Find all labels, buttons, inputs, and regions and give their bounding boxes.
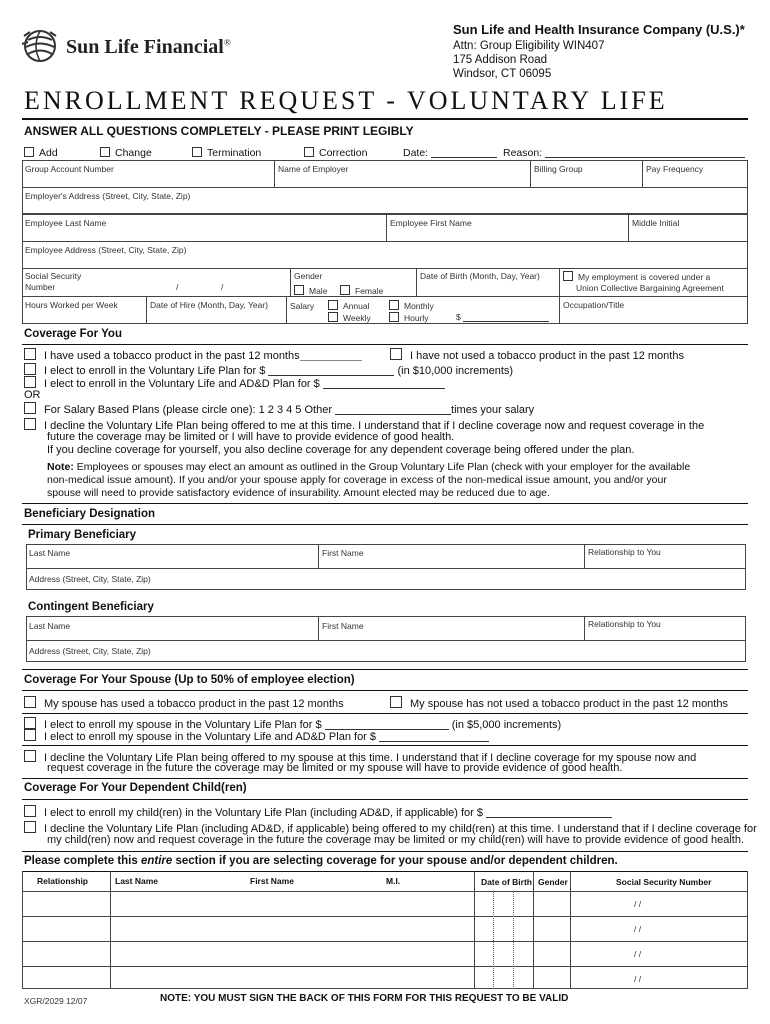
annual-checkbox[interactable] xyxy=(328,300,338,310)
contingent-relationship-field[interactable]: Relationship to You xyxy=(588,619,661,629)
company-name: Sun Life and Health Insurance Company (U.S.)* xyxy=(453,22,745,37)
pay-frequency-field[interactable]: Pay Frequency xyxy=(646,164,704,174)
union-checkbox[interactable] xyxy=(563,271,573,281)
hourly-option[interactable]: Hourly xyxy=(389,312,429,323)
middle-initial-field[interactable]: Middle Initial xyxy=(632,218,680,228)
ssn-slash-1: / xyxy=(176,282,179,292)
weekly-checkbox[interactable] xyxy=(328,312,338,322)
occupation-field[interactable]: Occupation/Title xyxy=(563,300,625,310)
tobacco-no-checkbox[interactable] xyxy=(390,348,402,360)
col-relationship: Relationship xyxy=(37,876,89,886)
enroll-life-checkbox[interactable] xyxy=(24,363,36,375)
add-amount-field[interactable] xyxy=(323,378,445,389)
salary-based-option[interactable]: For Salary Based Plans (please circle one): 1 2 3 4 5 Other times your salary xyxy=(24,402,534,416)
spouse-tobacco-yes-option[interactable]: My spouse has used a tobacco product in the past 12 months xyxy=(24,696,344,710)
child-decline-checkbox[interactable] xyxy=(24,821,36,833)
salary-label: Salary xyxy=(290,301,315,311)
instructions: ANSWER ALL QUESTIONS COMPLETELY - PLEASE PRINT LEGIBLY xyxy=(24,124,414,138)
title-rule xyxy=(22,118,748,120)
life-amount-field[interactable] xyxy=(268,365,394,376)
employer-name-field[interactable]: Name of Employer xyxy=(278,164,349,174)
add-checkbox[interactable] xyxy=(24,147,34,157)
decline-checkbox[interactable] xyxy=(24,418,36,430)
child-enroll-checkbox[interactable] xyxy=(24,805,36,817)
male-option[interactable]: Male xyxy=(294,285,327,296)
primary-address-field[interactable]: Address (Street, City, State, Zip) xyxy=(29,574,151,584)
row-4-ssn-slashes: / / xyxy=(634,974,642,984)
coverage-you-heading: Coverage For You xyxy=(24,328,122,340)
billing-group-field[interactable]: Billing Group xyxy=(534,164,583,174)
enroll-add-option[interactable]: I elect to enroll in the Voluntary Life and AD&D Plan for $ xyxy=(24,376,445,390)
monthly-option[interactable]: Monthly xyxy=(389,300,434,311)
col-last-name: Last Name xyxy=(115,876,158,886)
form-id: XGR/2029 12/07 xyxy=(24,996,88,1006)
spouse-decline-line-2: request coverage in the future the coverage may be limited or my spouse will have to provide evidence of good health. xyxy=(47,762,623,774)
primary-relationship-field[interactable]: Relationship to You xyxy=(588,547,661,557)
date-label: Date: xyxy=(403,147,497,159)
tobacco-no-option[interactable]: I have not used a tobacco product in the past 12 months xyxy=(390,348,684,362)
beneficiary-heading: Beneficiary Designation xyxy=(24,508,156,520)
spouse-tobacco-yes-checkbox[interactable] xyxy=(24,696,36,708)
contingent-last-name-field[interactable]: Last Name xyxy=(29,621,71,631)
form-title: ENROLLMENT REQUEST - VOLUNTARY LIFE xyxy=(24,86,668,115)
employee-box xyxy=(22,214,748,324)
termination-option[interactable]: Termination xyxy=(192,147,261,159)
row-3-ssn-slashes: / / xyxy=(634,949,642,959)
correction-option[interactable]: Correction xyxy=(304,147,367,159)
gender-label: Gender xyxy=(294,271,323,281)
primary-first-name-field[interactable]: First Name xyxy=(322,548,364,558)
add-option[interactable]: Add xyxy=(24,147,58,159)
hours-worked-field[interactable]: Hours Worked per Week xyxy=(25,300,118,310)
hourly-checkbox[interactable] xyxy=(389,312,399,322)
primary-last-name-field[interactable]: Last Name xyxy=(29,548,71,558)
child-decline-option[interactable]: I decline the Voluntary Life Plan (including AD&D, if applicable) being offered to my child(ren) at this time. I understand that if I decline coverage for xyxy=(24,821,757,835)
ssn-label-2: Number xyxy=(25,282,56,292)
spouse-tobacco-no-checkbox[interactable] xyxy=(390,696,402,708)
note-line-3: spouse will need to provide satisfactory evidence of insurability. Amount elected may be reduced due to age. xyxy=(47,487,550,499)
spouse-decline-checkbox[interactable] xyxy=(24,750,36,762)
weekly-option[interactable]: Weekly xyxy=(328,312,371,323)
tobacco-yes-option[interactable]: I have used a tobacco product in the past 12 months xyxy=(24,348,362,362)
logo-text: Sun Life Financial® xyxy=(66,36,231,58)
contingent-beneficiary-heading: Contingent Beneficiary xyxy=(28,601,154,613)
salary-based-checkbox[interactable] xyxy=(24,402,36,414)
employee-address-field[interactable]: Employee Address (Street, City, State, Zip) xyxy=(25,245,187,255)
coverage-spouse-heading: Coverage For Your Spouse (Up to 50% of employee election) xyxy=(24,674,355,686)
row-1-ssn-slashes: / / xyxy=(634,899,642,909)
reason-label: Reason: xyxy=(503,147,745,159)
salary-amount-field[interactable]: $ xyxy=(456,312,549,322)
spouse-enroll-add-option[interactable]: I elect to enroll my spouse in the Voluntary Life and AD&D Plan for $ xyxy=(24,729,489,743)
termination-checkbox[interactable] xyxy=(192,147,202,157)
other-multiple-field[interactable] xyxy=(335,404,451,415)
row-2-ssn-slashes: / / xyxy=(634,924,642,934)
decline-option[interactable]: I decline the Voluntary Life Plan being offered to me at this time. I understand that if I decline coverage now and request coverage in the xyxy=(24,418,704,432)
address-line-3: Windsor, CT 06095 xyxy=(453,68,552,80)
ssn-label-1: Social Security xyxy=(25,271,82,281)
or-label: OR xyxy=(24,389,41,401)
male-checkbox[interactable] xyxy=(294,285,304,295)
child-amount-field[interactable] xyxy=(486,807,612,818)
dob-field[interactable]: Date of Birth (Month, Day, Year) xyxy=(420,271,540,281)
col-mi: M.I. xyxy=(386,876,401,886)
female-option[interactable]: Female xyxy=(340,285,383,296)
child-decline-line-2: my child(ren) now and request coverage in the future the coverage may be limited or my child(ren) will have to provide evidence of good health. xyxy=(47,834,745,846)
col-gender: Gender xyxy=(538,877,568,887)
child-enroll-option[interactable]: I elect to enroll my child(ren) in the Voluntary Life Plan (including AD&D, if applicable) for $ xyxy=(24,805,612,819)
decline-line-2: future the coverage may be limited or I will have to provide evidence of good health. xyxy=(47,431,455,443)
ssn-slash-2: / xyxy=(221,282,224,292)
spouse-enroll-add-checkbox[interactable] xyxy=(24,729,36,741)
union-label-2: Union Collective Bargaining Agreement xyxy=(576,283,724,293)
note-line-1: Note: Employees or spouses may elect an amount as outlined in the Group Voluntary Life Plan (check with your employer for the available xyxy=(47,461,691,473)
employee-last-name-field[interactable]: Employee Last Name xyxy=(25,218,107,228)
employee-first-name-field[interactable]: Employee First Name xyxy=(390,218,472,228)
enroll-life-option[interactable]: I elect to enroll in the Voluntary Life Plan for $ (in $10,000 increments) xyxy=(24,363,513,377)
enroll-add-checkbox[interactable] xyxy=(24,376,36,388)
group-account-field[interactable]: Group Account Number xyxy=(25,164,114,174)
date-of-hire-field[interactable]: Date of Hire (Month, Day, Year) xyxy=(150,300,268,310)
coverage-child-heading: Coverage For Your Dependent Child(ren) xyxy=(24,782,247,794)
spouse-decline-option[interactable]: I decline the Voluntary Life Plan being offered to my spouse at this time. I understand that if I decline coverage for my spouse now and xyxy=(24,750,696,764)
note-line-2: non-medical issue amount). If you and/or your spouse apply for coverage in excess of the non-medical issue amount, you and/or your xyxy=(47,474,667,486)
monthly-checkbox[interactable] xyxy=(389,300,399,310)
contingent-address-field[interactable]: Address (Street, City, State, Zip) xyxy=(29,646,151,656)
spouse-tobacco-no-option[interactable]: My spouse has not used a tobacco product in the past 12 months xyxy=(390,696,728,710)
annual-option[interactable]: Annual xyxy=(328,300,369,311)
sun-life-logo-icon xyxy=(20,26,60,66)
col-date-of-birth: Date of Birth xyxy=(481,877,532,887)
spouse-add-amount-field[interactable] xyxy=(379,731,489,742)
address-line-2: 175 Addison Road xyxy=(453,54,547,66)
primary-beneficiary-heading: Primary Beneficiary xyxy=(28,529,137,541)
union-option[interactable]: My employment is covered under a xyxy=(563,271,710,282)
female-checkbox[interactable] xyxy=(340,285,350,295)
contingent-first-name-field[interactable]: First Name xyxy=(322,621,364,631)
col-first-name: First Name xyxy=(250,876,294,886)
reason-field[interactable] xyxy=(545,147,745,158)
address-line-1: Attn: Group Eligibility WIN407 xyxy=(453,40,605,52)
dependents-heading: Please complete this entire section if you are selecting coverage for your spouse and/or dependent children. xyxy=(24,855,618,867)
change-checkbox[interactable] xyxy=(100,147,110,157)
spouse-enroll-life-checkbox[interactable] xyxy=(24,717,36,729)
date-field[interactable] xyxy=(431,147,497,158)
spouse-enroll-life-option[interactable]: I elect to enroll my spouse in the Voluntary Life Plan for $ (in $5,000 increments) xyxy=(24,717,561,731)
col-ssn: Social Security Number xyxy=(616,877,712,887)
footer-note: NOTE: YOU MUST SIGN THE BACK OF THIS FORM FOR THIS REQUEST TO BE VALID xyxy=(160,993,569,1004)
employer-address-field[interactable]: Employer's Address (Street, City, State, Zip) xyxy=(25,191,191,201)
decline-line-3: If you decline coverage for yourself, you also decline coverage for any dependent coverage being offered under the plan. xyxy=(47,444,635,456)
change-option[interactable]: Change xyxy=(100,147,152,159)
tobacco-yes-checkbox[interactable] xyxy=(24,348,36,360)
correction-checkbox[interactable] xyxy=(304,147,314,157)
